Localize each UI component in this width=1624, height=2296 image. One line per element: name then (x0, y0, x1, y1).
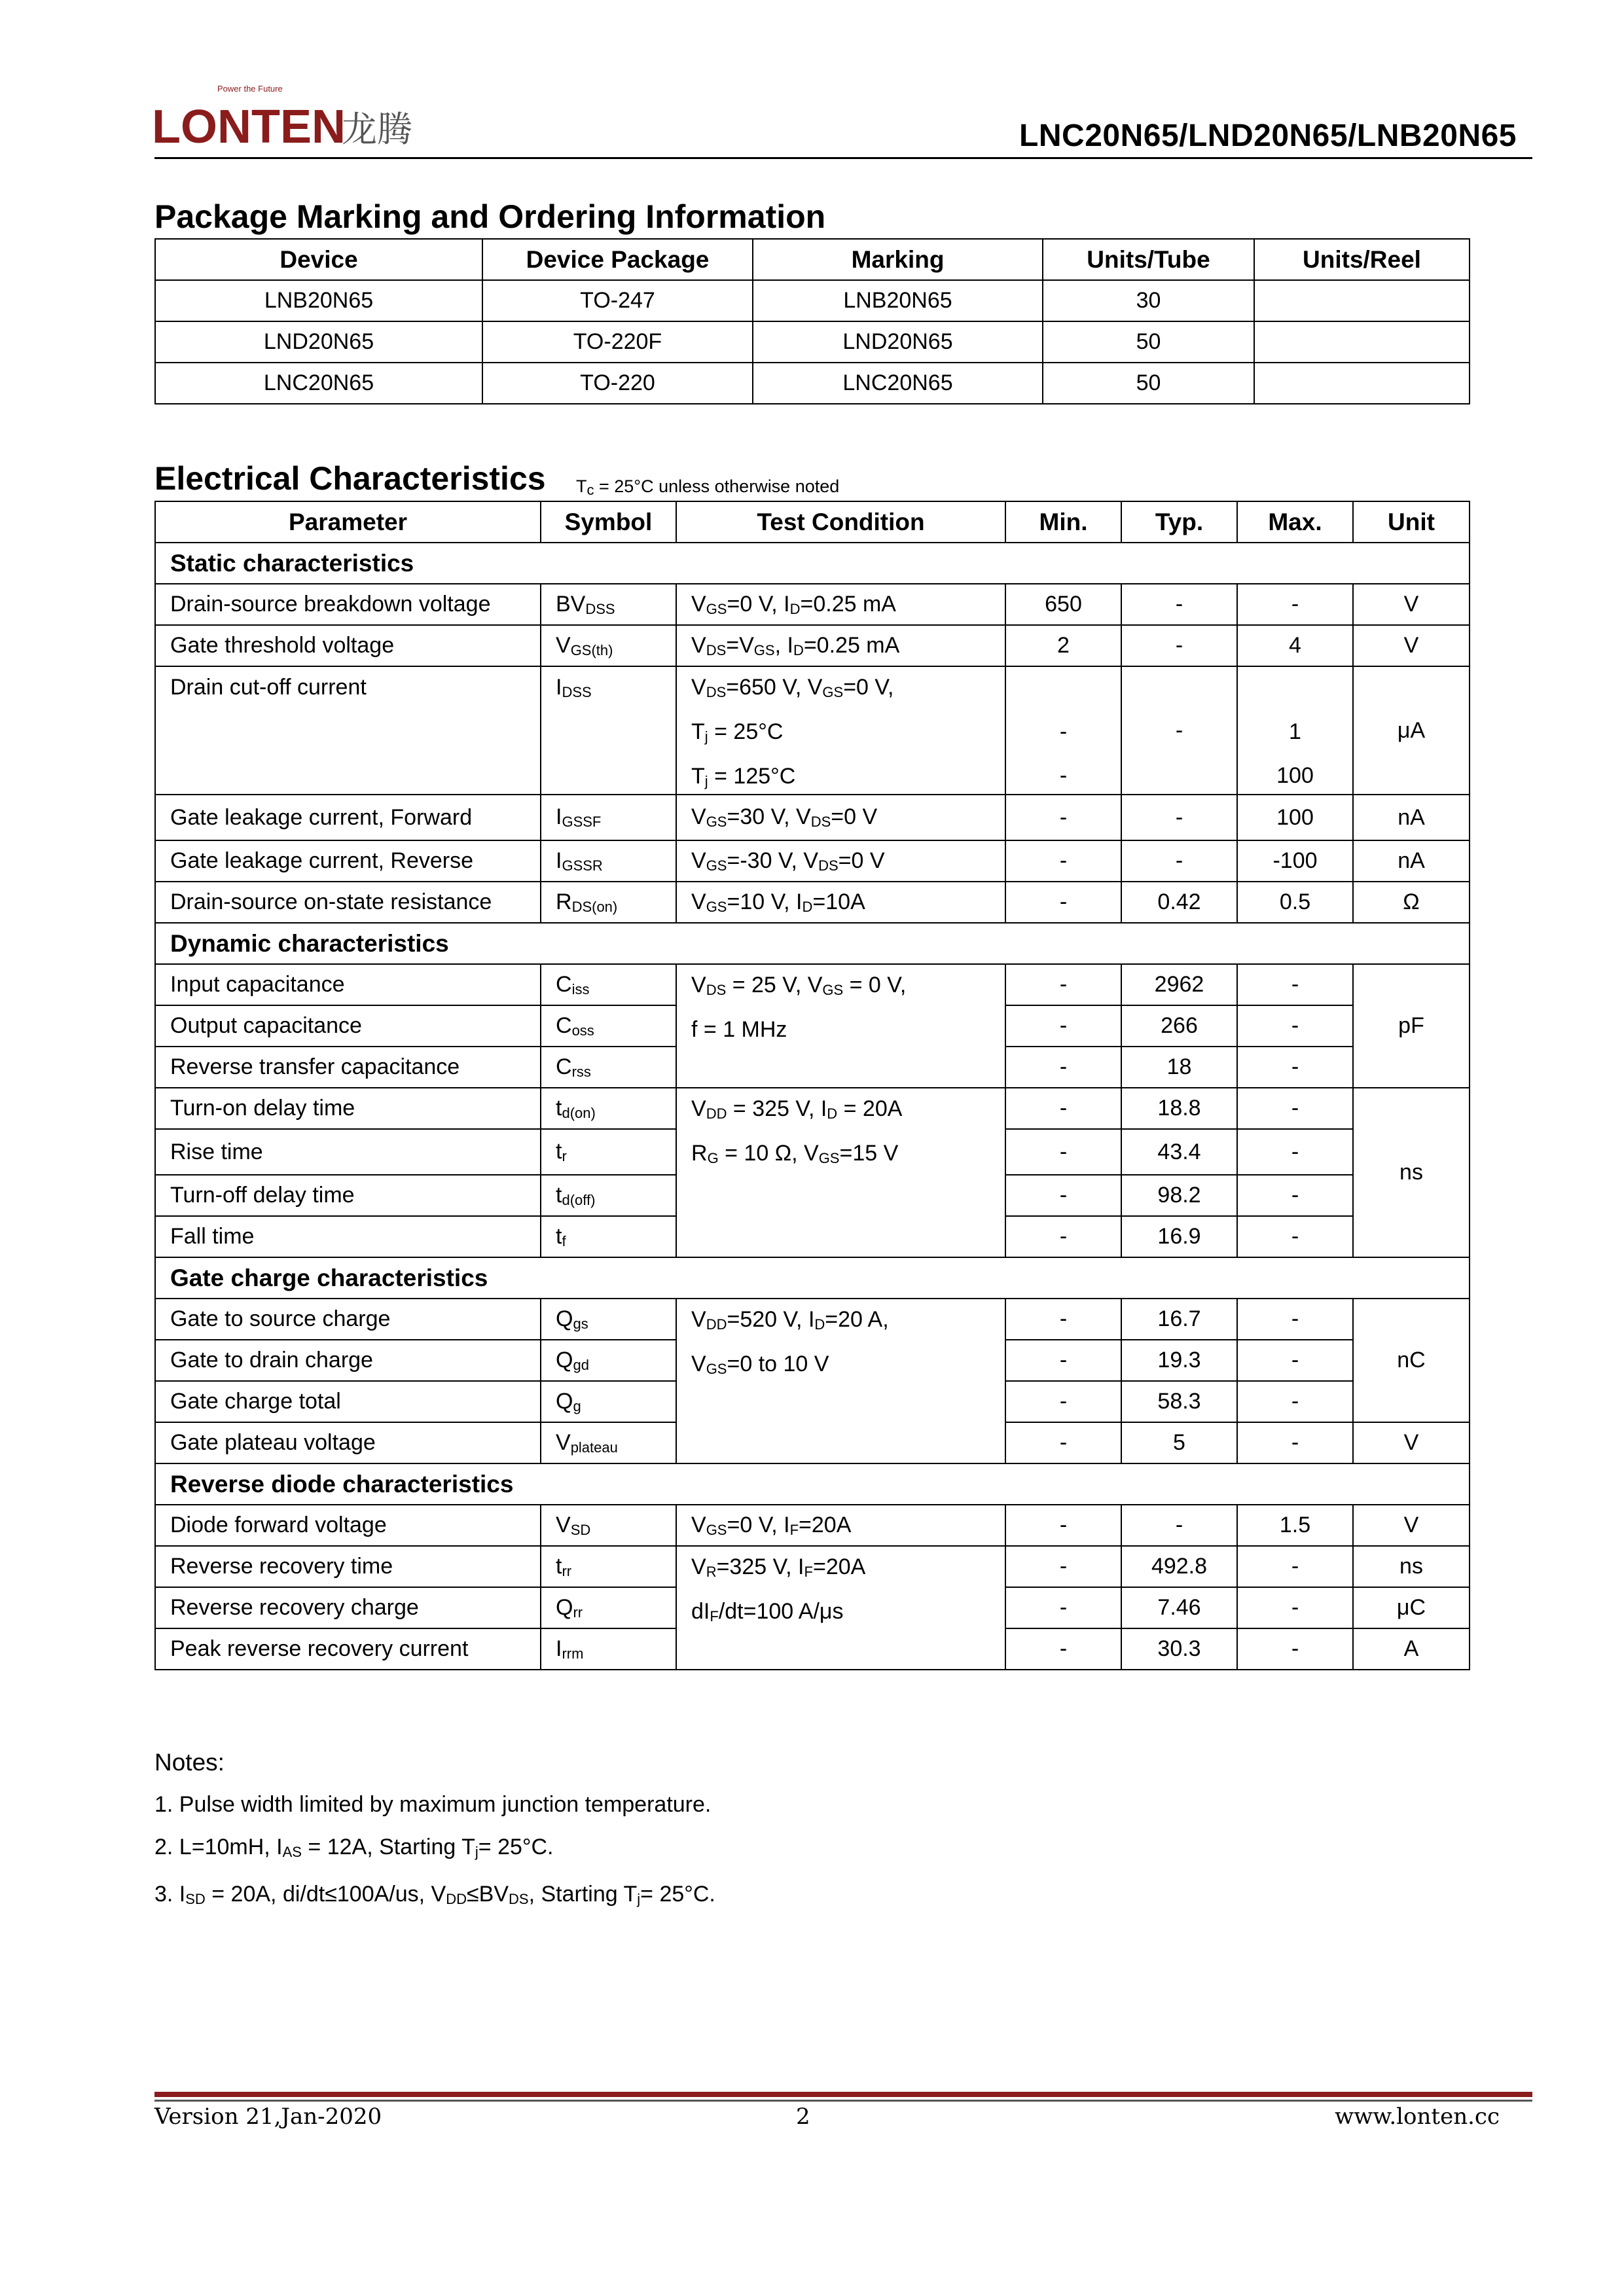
unit-cell: ns (1353, 1546, 1470, 1587)
typ-cell: - (1121, 584, 1237, 625)
max-cell: - (1237, 964, 1353, 1005)
param-cell: Gate leakage current, Reverse (155, 840, 541, 882)
symbol-cell: $V_{plateau}$ (541, 1422, 676, 1463)
param-cell: Reverse recovery charge (155, 1587, 541, 1628)
table-cell: LNB20N65 (155, 280, 482, 321)
condition-cell: $V_{GS}=-30$ V, $V_{DS}=0$ V (676, 840, 1005, 882)
max-cell: 0.5 (1237, 882, 1353, 923)
min-cell: - (1005, 1216, 1121, 1257)
table-cell: TO-247 (482, 280, 753, 321)
table-row (155, 1088, 1470, 1129)
typ-cell: 43.4 (1121, 1129, 1237, 1175)
note-3: 3. $I_{SD} = 20A$, di/dt≤100A/us, $V_{DD}\le BV_{DS}$, Starting $T_j= 25^\circ C$. (154, 1882, 715, 1907)
max-cell: - (1237, 584, 1353, 625)
electrical-section-title: Electrical Characteristics (154, 460, 546, 497)
typ-cell: 492.8 (1121, 1546, 1237, 1587)
condition-cell: $V_{GS}=0$ V, $I_D=0.25$ mA (676, 584, 1005, 625)
package-table (154, 238, 1470, 404)
table-cell: LNC20N65 (155, 363, 482, 404)
min-cell: - (1005, 882, 1121, 923)
min-cell: - (1005, 1422, 1121, 1463)
note-2: 2. L=10mH, $I_{AS} = 12A$, Starting $T_j= 25^\circ C$. (154, 1835, 554, 1860)
table-cell: TO-220 (482, 363, 753, 404)
table-row (155, 795, 1470, 840)
col-marking: Marking (753, 239, 1043, 280)
table-row (155, 1299, 1470, 1340)
max-cell: 1 100 (1237, 666, 1353, 795)
param-cell: Diode forward voltage (155, 1505, 541, 1546)
param-cell: Gate threshold voltage (155, 625, 541, 666)
condition-cell: $V_{GS}=30$ V, $V_{DS}=0$ V (676, 795, 1005, 840)
min-cell: 2 (1005, 625, 1121, 666)
param-cell: Reverse transfer capacitance (155, 1047, 541, 1088)
unit-cell: A (1353, 1628, 1470, 1670)
symbol-cell: $I_{rrm}$ (541, 1628, 676, 1670)
unit-cell: V (1353, 1422, 1470, 1463)
col-units-tube: Units/Tube (1043, 239, 1254, 280)
max-cell: 1.5 (1237, 1505, 1353, 1546)
condition-cell: $V_{DS}=V_{GS}$, $I_D=0.25$ mA (676, 625, 1005, 666)
symbol-cell: $t_r$ (541, 1129, 676, 1175)
svg-text:LONTEN: LONTEN (152, 101, 346, 153)
svg-text:Power the Future: Power the Future (217, 84, 283, 94)
unit-cell: nA (1353, 840, 1470, 882)
min-cell: 650 (1005, 584, 1121, 625)
notes (154, 1741, 715, 1920)
max-cell: - (1237, 1381, 1353, 1422)
min-cell: - - (1005, 666, 1121, 795)
typ-cell: - (1121, 840, 1237, 882)
param-cell: Turn-off delay time (155, 1175, 541, 1216)
param-cell: Output capacitance (155, 1005, 541, 1047)
symbol-cell: $Q_g$ (541, 1381, 676, 1422)
param-cell: Gate charge total (155, 1381, 541, 1422)
symbol-cell: $I_{GSSF}$ (541, 795, 676, 840)
section-row (155, 923, 1470, 964)
condition-cell: $V_{DD}=520$ V, $I_D=20$ A, $V_{GS}=0$ to 10 V (676, 1299, 1005, 1463)
param-cell: Reverse recovery time (155, 1546, 541, 1587)
min-cell: - (1005, 1546, 1121, 1587)
section-title-dynamic: Dynamic characteristics (155, 923, 1470, 964)
unit-cell: nA (1353, 795, 1470, 840)
param-cell: Gate leakage current, Forward (155, 795, 541, 840)
symbol-cell: $Q_{rr}$ (541, 1587, 676, 1628)
param-cell: Input capacitance (155, 964, 541, 1005)
max-cell: 100 (1237, 795, 1353, 840)
electrical-table (154, 501, 1470, 1670)
table-cell: LNC20N65 (753, 363, 1043, 404)
col-typ: Typ. (1121, 501, 1237, 543)
symbol-cell: $t_f$ (541, 1216, 676, 1257)
min-cell: - (1005, 840, 1121, 882)
typ-cell: 0.42 (1121, 882, 1237, 923)
param-cell: Turn-on delay time (155, 1088, 541, 1129)
package-header-row (155, 239, 1470, 280)
table-row (155, 584, 1470, 625)
unit-cell: nC (1353, 1299, 1470, 1422)
table-cell: TO-220F (482, 321, 753, 363)
typ-cell: 18 (1121, 1047, 1237, 1088)
col-units-reel: Units/Reel (1254, 239, 1470, 280)
typ-cell: 2962 (1121, 964, 1237, 1005)
notes-title: Notes: (154, 1749, 225, 1776)
typ-cell: 16.9 (1121, 1216, 1237, 1257)
typ-cell: 5 (1121, 1422, 1237, 1463)
symbol-cell: $I_{GSSR}$ (541, 840, 676, 882)
min-cell: - (1005, 1129, 1121, 1175)
symbol-cell: $Q_{gd}$ (541, 1340, 676, 1381)
min-cell: - (1005, 1587, 1121, 1628)
table-row (155, 321, 1470, 363)
max-cell: -100 (1237, 840, 1353, 882)
table-cell: LND20N65 (753, 321, 1043, 363)
document-title: LNC20N65/LND20N65/LNB20N65 (1019, 118, 1517, 153)
typ-cell: - (1121, 795, 1237, 840)
page-number: 2 (796, 2104, 810, 2130)
unit-cell: ns (1353, 1088, 1470, 1257)
symbol-cell: $C_{iss}$ (541, 964, 676, 1005)
max-cell: - (1237, 1546, 1353, 1587)
typ-cell: 7.46 (1121, 1587, 1237, 1628)
symbol-cell: $Q_{gs}$ (541, 1299, 676, 1340)
header-rule (154, 157, 1532, 159)
table-row (155, 666, 1470, 795)
electrical-header-row (155, 501, 1470, 543)
col-unit: Unit (1353, 501, 1470, 543)
table-row (155, 840, 1470, 882)
condition-cell: $V_{GS}=0$ V, $I_F=20A$ (676, 1505, 1005, 1546)
typ-cell: 58.3 (1121, 1381, 1237, 1422)
table-cell: LND20N65 (155, 321, 482, 363)
symbol-cell: $R_{DS(on)}$ (541, 882, 676, 923)
param-cell: Gate to drain charge (155, 1340, 541, 1381)
typ-cell: - (1121, 1505, 1237, 1546)
condition-cell: $V_{DS} = 25$ V, $V_{GS} = 0$ V, f = 1 MHz (676, 964, 1005, 1088)
min-cell: - (1005, 1299, 1121, 1340)
table-row (155, 363, 1470, 404)
typ-cell: 19.3 (1121, 1340, 1237, 1381)
max-cell: - (1237, 1340, 1353, 1381)
max-cell: - (1237, 1299, 1353, 1340)
max-cell: - (1237, 1422, 1353, 1463)
note-1: 1. Pulse width limited by maximum junction temperature. (154, 1792, 712, 1817)
unit-cell: V (1353, 584, 1470, 625)
table-row (155, 280, 1470, 321)
col-max: Max. (1237, 501, 1353, 543)
min-cell: - (1005, 1088, 1121, 1129)
section-title-gate-charge: Gate charge characteristics (155, 1257, 1470, 1299)
unit-cell: pF (1353, 964, 1470, 1088)
symbol-cell: $t_{rr}$ (541, 1546, 676, 1587)
condition-cell: $V_{GS}=10$ V, $I_D=10A$ (676, 882, 1005, 923)
param-cell: Peak reverse recovery current (155, 1628, 541, 1670)
section-row (155, 1463, 1470, 1505)
typ-cell: 18.8 (1121, 1088, 1237, 1129)
col-symbol: Symbol (541, 501, 676, 543)
param-cell: Gate plateau voltage (155, 1422, 541, 1463)
condition-note: $T_c = 25^\circ C$ unless otherwise noted (576, 476, 840, 498)
col-device-package: Device Package (482, 239, 753, 280)
unit-cell: Ω (1353, 882, 1470, 923)
typ-cell: 16.7 (1121, 1299, 1237, 1340)
max-cell: - (1237, 1088, 1353, 1129)
symbol-cell: $V_{GS(th)}$ (541, 625, 676, 666)
typ-cell: 98.2 (1121, 1175, 1237, 1216)
col-parameter: Parameter (155, 501, 541, 543)
table-row (155, 1546, 1470, 1587)
min-cell: - (1005, 964, 1121, 1005)
table-cell: LNB20N65 (753, 280, 1043, 321)
max-cell: - (1237, 1175, 1353, 1216)
param-cell: Fall time (155, 1216, 541, 1257)
max-cell: - (1237, 1216, 1353, 1257)
min-cell: - (1005, 1340, 1121, 1381)
condition-cell: $V_{DD} = 325$ V, $I_D = 20A$ $R_G = 10$ Ω, $V_{GS}=15$ V (676, 1088, 1005, 1257)
param-cell: Gate to source charge (155, 1299, 541, 1340)
symbol-cell: $t_{d(off)}$ (541, 1175, 676, 1216)
col-device: Device (155, 239, 482, 280)
min-cell: - (1005, 1628, 1121, 1670)
table-row (155, 882, 1470, 923)
min-cell: - (1005, 795, 1121, 840)
typ-cell: - (1121, 666, 1237, 795)
table-cell: 50 (1043, 363, 1254, 404)
package-section-title: Package Marking and Ordering Information (154, 198, 826, 235)
table-cell: 50 (1043, 321, 1254, 363)
condition-cell: $V_R=325$ V, $I_F=20A$ $dI_F/dt=100$ A/μs (676, 1546, 1005, 1670)
symbol-cell: $C_{rss}$ (541, 1047, 676, 1088)
max-cell: - (1237, 1628, 1353, 1670)
table-row (155, 964, 1470, 1005)
min-cell: - (1005, 1175, 1121, 1216)
table-cell (1254, 280, 1470, 321)
table-cell: 30 (1043, 280, 1254, 321)
unit-cell: V (1353, 1505, 1470, 1546)
table-cell (1254, 321, 1470, 363)
typ-cell: 266 (1121, 1005, 1237, 1047)
footer-rule (154, 2092, 1532, 2097)
col-test-condition: Test Condition (676, 501, 1005, 543)
max-cell: - (1237, 1005, 1353, 1047)
svg-text:龙腾: 龙腾 (342, 109, 412, 150)
max-cell: 4 (1237, 625, 1353, 666)
min-cell: - (1005, 1381, 1121, 1422)
param-cell: Drain-source on-state resistance (155, 882, 541, 923)
col-min: Min. (1005, 501, 1121, 543)
symbol-cell: $t_{d(on)}$ (541, 1088, 676, 1129)
table-row (155, 625, 1470, 666)
section-title-static: Static characteristics (155, 543, 1470, 584)
typ-cell: 30.3 (1121, 1628, 1237, 1670)
typ-cell: - (1121, 625, 1237, 666)
max-cell: - (1237, 1129, 1353, 1175)
table-row (155, 1505, 1470, 1546)
footer-version: Version 21,Jan-2020 (154, 2104, 382, 2130)
symbol-cell: $I_{DSS}$ (541, 666, 676, 795)
symbol-cell: $V_{SD}$ (541, 1505, 676, 1546)
section-row (155, 1257, 1470, 1299)
footer-website-link[interactable]: www.lonten.cc (1335, 2104, 1500, 2130)
param-cell: Rise time (155, 1129, 541, 1175)
condition-cell: $V_{DS}=650$ V, $V_{GS}=0$ V, $T_j = 25^\circ C$ $T_j = 125^\circ C$ (676, 666, 1005, 795)
unit-cell: μC (1353, 1587, 1470, 1628)
lonten-logo (152, 77, 427, 156)
footer-rule-thin (154, 2100, 1532, 2102)
unit-cell: V (1353, 625, 1470, 666)
max-cell: - (1237, 1047, 1353, 1088)
min-cell: - (1005, 1005, 1121, 1047)
param-cell: Drain-source breakdown voltage (155, 584, 541, 625)
symbol-cell: $C_{oss}$ (541, 1005, 676, 1047)
param-cell: Drain cut-off current (155, 666, 541, 795)
section-title-reverse-diode: Reverse diode characteristics (155, 1463, 1470, 1505)
min-cell: - (1005, 1505, 1121, 1546)
max-cell: - (1237, 1587, 1353, 1628)
section-row (155, 543, 1470, 584)
symbol-cell: $BV_{DSS}$ (541, 584, 676, 625)
min-cell: - (1005, 1047, 1121, 1088)
unit-cell: μA (1353, 666, 1470, 795)
table-cell (1254, 363, 1470, 404)
